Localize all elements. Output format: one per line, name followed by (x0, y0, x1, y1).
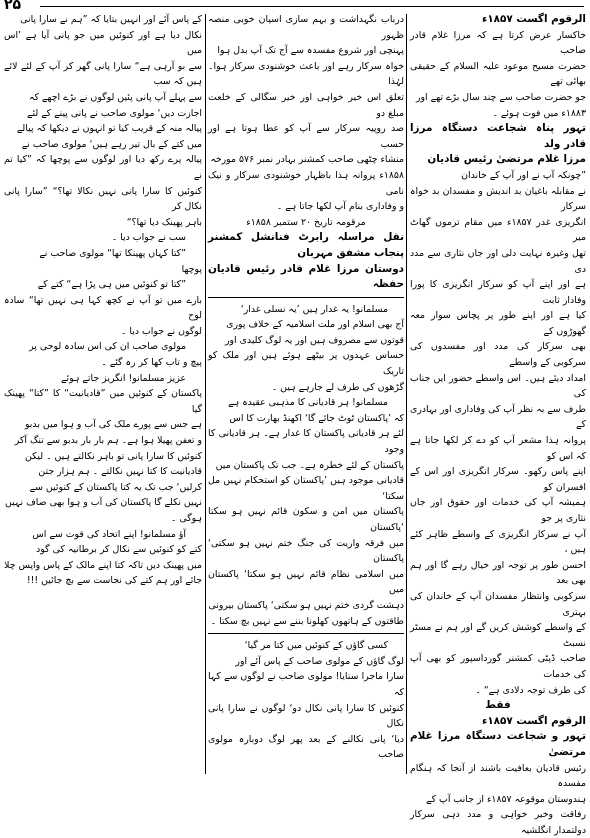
column-divider (406, 14, 407, 774)
paragraph-line: ہے اور اپنے آپ کو سرکار انگریزی کا پورا وفادار ثابت (410, 279, 586, 306)
paragraph-line: ہمیشہ آپ کی خدمات اور حقوق اور جاں نثاری پر جو (410, 497, 586, 524)
page-number: ۲۵ (4, 0, 22, 13)
paragraph-line: پاکستان کے کنوئیں میں ”قادیانیت“ کا ”کتا“ پھینک گیا (4, 388, 202, 415)
section-heading: دوستان مرزا غلام قادر رئیس قادیان حفظہ (208, 262, 404, 291)
paragraph-line: طاقتوں کے ہاتھوں کھلونا بننے سے نہیں بچ سکتا ۔ (210, 615, 404, 627)
paragraph-line: نکال دیا ہے اور کنوئیں میں جو پانی آیا ہے ’اس میں (4, 29, 202, 57)
paragraph-line: ۱۸۵۸ء پروانہ ہذا باظہار خوشنودی سرکار و نیک نامی (208, 169, 404, 197)
paragraph-line: پروانہ ہذا مشعر آپ کو دے کر لکھا جاتا ہے کہ اس کو (410, 435, 586, 462)
paragraph-line: خواہ سرکار رہے اور باعث خوشنودی سرکار ہوا۔ لہٰذا (208, 60, 404, 88)
paragraph-line: کنوئیں کا سارا پانی نکال دو‘ لوگوں نے سارا پانی نکال (208, 702, 404, 730)
paragraph-line: مسلمانو! یہ غدار ہیں ’یہ نسلی غدار‘ (240, 303, 388, 315)
paragraph-line: ہوگی ۔ (170, 513, 202, 524)
paragraph-line: آؤ مسلمانو! اپنے اتحاد کی قوت سے اس (32, 528, 186, 540)
left-column (4, 12, 202, 780)
paragraph-line: قادیانیت کا کتا نہیں نکالتے ۔ ہم ہزار جتن (38, 466, 202, 478)
paragraph-line: ”چونکہ آپ نے اور آپ کے خاندان (461, 169, 586, 181)
paragraph-line: احسن طور پر توجہ اور خیال رہے گا اور ہم بھی بعد (410, 559, 586, 587)
section-heading: مرزا غلام مرتضیٰ رئیس قادیان (427, 153, 586, 166)
paragraph-line: انگریزی غدر ۱۸۵۷ء میں مقام ترموں گھاٹ میر (410, 216, 586, 244)
paragraph-line: سب نے جواب دیا ۔ (111, 232, 186, 244)
paragraph-line: میں فرقہ واریت کی جنگ ختم نہیں ہو سکتی‘ پاکستان (208, 537, 404, 565)
paragraph-line: و وفاداری بنام آپ لکھا جاتا ہے ۔ (276, 201, 404, 213)
paragraph-line: کے پاس آئے اور انہیں بتایا کہ ”ہم نے سارا پانی (20, 14, 202, 25)
section-heading: تہور پناہ شجاعت دستگاہ مرزا قادر ولد (410, 122, 586, 150)
paragraph-line: پیچ و تاب کھا کر رہ گئے ۔ (101, 357, 202, 369)
paragraph-line: پاکستان کے لئے خطرہ ہے۔ جب تک پاکستان میں (215, 459, 404, 471)
page-header (0, 0, 590, 12)
paragraph-line: کے واسطے کوشش کریں گے اور ہم نے مسٹر نسبٹ (410, 622, 586, 649)
paragraph-line: تھل وغیرہ نہایت دلی اور جاں نثاری سے مدد دی (410, 247, 586, 275)
paragraph-line: بھی سرکار کی مدد اور مفسدوں کی سرکوبی کے واسطے (410, 341, 586, 369)
paragraph-line: کسی گاؤں کے کنوئیں میں کتا مر گیا‘ (244, 640, 388, 652)
paragraph-line: آج بھی اسلام اور ملت اسلامیہ کے خلاف پوری (226, 319, 404, 331)
middle-column (208, 12, 404, 780)
paragraph-line: میں پھینک دیں تاکہ کتا اپنے مالک کے پاس واپس چلا (4, 559, 202, 571)
paragraph-line: جو حضرت صاحب سے چند سال بڑے تھے اور (416, 91, 586, 103)
paragraph-line: درباب نگہداشت و بہم سازی اسپان خوبی منصہ ظہور (208, 14, 404, 41)
paragraph-line: گڑھوں کی طرف لے جارہے ہیں ۔ (271, 381, 404, 393)
paragraph-line: جائے اور ہم کتے کی نجاست سے بچ جائیں !!! (26, 575, 202, 587)
paragraph-line: رئیس قادیان بعافیت باشند از آنجا کہ ہنگام مفسدہ (410, 762, 586, 790)
paragraph-line: کنوئیں کا سارا پانی تو باہر نکالتے ہیں ۔ لیکن (25, 450, 202, 462)
paragraph-line: اجازت دیں‘ مولوی صاحب نے پانی پینے کے لئے (27, 107, 202, 119)
paragraph-line: صد روپیہ سرکار سے آپ کو عطا ہوتا ہے اور حسب (208, 123, 404, 150)
section-divider (208, 297, 404, 298)
paragraph-line: پوچھا (181, 263, 202, 275)
paragraph-line: رفاقت وخیر خواہی و مدد دہی سرکار دولتمدار انگلشیہ (410, 809, 586, 836)
date-line: مرقومہ تاریخ ۲۰ ستمبر ۱۸۵۸ء (246, 216, 366, 228)
paragraph-line: کیا ہے اور اپنے طور پر پچاس سوار معہ گھوڑوں کے (410, 310, 586, 337)
paragraph-line: و تعفن پھیلا ہوا ہے۔ ہم بار بار بدبو سے تنگ آکر (14, 435, 202, 447)
paragraph-line: حساس عہدوں پر بیٹھے ہوئے ہیں اور ملک کو تاریک (208, 350, 404, 378)
paragraph-line: پیالہ پرے رکھ دیا اور لوگوں سے پوچھا کہ ”کیا تم نے (4, 154, 202, 181)
paragraph-line: باہر پھینک دیا تھا؟“ (126, 216, 202, 228)
paragraph-line: سارا ماجرا سنایا! مولوی صاحب نے لوگوں سے کہا کہ (208, 671, 404, 698)
paragraph-line: میں کتے کے بال تیر رہے ہیں‘ مولوی صاحب نے (21, 138, 202, 150)
paragraph-line: اپنے پاس رکھو۔ سرکار انگریزی اور اس کے افسران کو (410, 466, 586, 493)
paragraph-line: دیا‘ پانی نکالنے کے بعد پھر لوگ دوبارہ مولوی صاحب (208, 733, 404, 761)
paragraph-line: عزیز مسلمانو! انگریز جاتے ہوئے (61, 372, 186, 384)
section-heading: تہور و شجاعت دستگاہ مرزا غلام مرتضیٰ (410, 730, 586, 758)
paragraph-line: پاکستان میں امن و سکون قائم نہیں ہو سکتا ‘پاکستان (208, 506, 404, 533)
section-heading: الرقوم اگست ۱۸۵۷ء (482, 714, 586, 727)
paragraph-line: ہندوستان موقوعہ ۱۸۵۷ء از جانب آپ کے (426, 793, 586, 805)
paragraph-line: پیالہ منہ کے قریب کیا تو انہوں نے دیکھا کہ پیالے (16, 123, 202, 135)
paragraph-line: کتے کو کنوئیں سے نکال کر برطانیہ کی گود (36, 544, 202, 556)
paragraph-line: نہیں نکلے گا پاکستان کی آب و ہوا بھی صاف نہیں (5, 497, 202, 509)
paragraph-line: میں اسلامی نظام قائم نہیں ہو سکتا‘ پاکستان میں (208, 568, 404, 596)
paragraph-line: دہشت گردی ختم نہیں ہو سکتی‘ پاکستان بیرونی (208, 599, 404, 611)
paragraph-line: صاحب ڈپٹی کمشنر گورداسپور کو بھی آپ کی خدمات (410, 653, 586, 680)
paragraph-line: امداد دیئے ہیں۔ اس واسطے حضور ایں جناب کی (410, 372, 586, 400)
paragraph-line: طرف سے بہ نظر آپ کی وفاداری اور بہادری کے (410, 403, 586, 431)
signoff: فقط (485, 699, 511, 712)
paragraph-line: لئے ہر قادیانی پاکستان کا غدار ہے۔ ہر قادیانی کا وجود (208, 428, 404, 456)
column-divider (205, 14, 206, 774)
paragraph-line: ”کتا کہاں پھینکا تھا“ مولوی صاحب نے (39, 247, 186, 259)
paragraph-line: قادیانی موجود ہیں ’پاکستان کو استحکام نہیں مل سکتا‘ (208, 475, 404, 502)
right-column (410, 12, 586, 836)
section-heading: الرقوم اگست ۱۸۵۷ء (482, 13, 586, 25)
paragraph-line: آپ نے سرکار انگریزی کے واسطے ظاہر کئے ہیں ، (410, 528, 586, 556)
paragraph-line: سرکوبی وانتظار مفسدان آپ کے خاندان کی بہتری (410, 590, 586, 618)
header-rule (40, 6, 584, 7)
section-heading: نقل مراسلہ رابرٹ فنانشل کمشنر پنجاب مشفق مہربان (208, 231, 404, 259)
paragraph-line: کنوئیں کا سارا پانی نہیں نکالا تھا؟“ ”سارا پانی نکال کر (4, 185, 202, 213)
section-divider (208, 633, 404, 634)
paragraph-line: کی طرف توجہ دلادی ہے“ ۔ (475, 684, 586, 696)
paragraph-line: سے بو آرہی ہے“ سارا پانی گھر کر آپ کے لئے لائے ہیں کہ سب (4, 60, 202, 88)
paragraph-line: ہے جس سے پورے ملک کی آب و ہوا میں بدبو (24, 419, 202, 431)
paragraph-line: تعلق اس خیر خواہی اور خیر سگالی کے خلعت مبلغ دو (208, 91, 404, 119)
paragraph-line: لوگوں نے جواب دیا ۔ (120, 325, 202, 337)
paragraph-line: سے پہلے آپ پانی پئیں لوگوں نے بڑے اچھے کہ (28, 91, 202, 103)
paragraph-line: قوتوں سے مصروف ہیں اور یہ لوگ کلیدی اور (224, 334, 404, 346)
paragraph-line: ”کتا تو کنوئیں میں ہی پڑا ہے“ کتے کے (37, 279, 186, 291)
paragraph-line: مولوی صاحب ان کی اس سادہ لوحی پر (29, 341, 186, 353)
paragraph-line: کہ ’پاکستان ٹوٹ جائے گا‘ اکھنڈ بھارت کا اس (229, 412, 404, 424)
paragraph-line: مسلمانو! ہر قادیانی کا مذہبی عقیدہ ہے (228, 397, 388, 409)
paragraph-line: ۱۸۸۳ء میں فوت ہوئے ۔ (492, 107, 586, 119)
paragraph-line: کرلیں‘ جب تک یہ کتا پاکستان کے کنوئیں سے (29, 481, 202, 493)
paragraph-line: منشاء چٹھی صاحب کمشنر بہادر نمبر ۵۷۶ مورخہ (210, 154, 404, 166)
paragraph-line: پہنچی اور شروع مفسدہ سے آج تک آپ بدل ہوا (217, 45, 404, 57)
paragraph-line: خاکسار عرض کرتا ہے کہ مرزا غلام قادر صاحب (410, 29, 586, 57)
paragraph-line: بارے میں تو آپ نے کچھ کہا ہی نہیں تھا“ سادہ لوح (4, 294, 202, 322)
paragraph-line: نے مقابلہ باغیان بد اندیش و مفسدان بد خواہ سرکار (410, 185, 586, 213)
paragraph-line: لوگ گاؤں کے مولوی صاحب کے پاس آئے اور (235, 655, 404, 667)
paragraph-line: حضرت مسیح موعود علیہ السلام کے حقیقی بھائی تھے (410, 60, 586, 88)
